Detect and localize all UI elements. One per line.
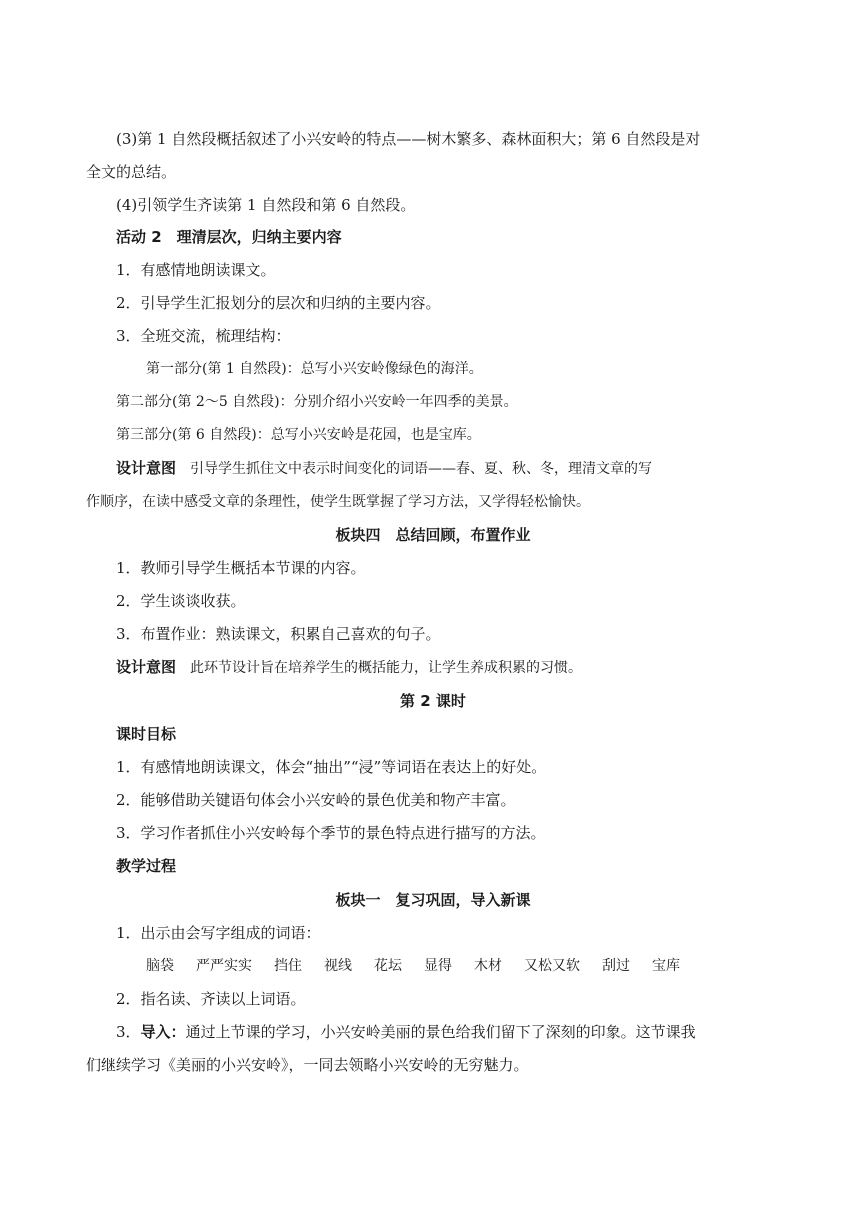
lesson-goal-2: 2．能够借助关键语句体会小兴安岭的景色优美和物产丰富。 <box>116 791 516 809</box>
lesson-goal-3: 3．学习作者抓住小兴安岭每个季节的景色特点进行描写的方法。 <box>116 824 546 842</box>
word-item: 宝库 <box>652 958 680 974</box>
lesson-goal-1: 1．有感情地朗读课文，体会“抽出”“浸”等词语在表达上的好处。 <box>116 758 547 776</box>
word-item: 脑袋 <box>146 958 174 974</box>
activity-2-item-1: 1．有感情地朗读课文。 <box>116 261 276 279</box>
block-1-item-1: 1．出示由会写字组成的词语： <box>116 924 321 942</box>
word-item: 又松又软 <box>524 958 580 974</box>
teaching-process-heading: 教学过程 <box>116 857 177 875</box>
block-4-item-2: 2．学生谈谈收获。 <box>116 592 246 610</box>
block-1-item-2: 2．指名读、齐读以上词语。 <box>116 990 306 1008</box>
block-4-item-1: 1．教师引导学生概括本节课的内容。 <box>116 559 366 577</box>
activity-2-item-2: 2．引导学生汇报划分的层次和归纳的主要内容。 <box>116 294 441 312</box>
design-intent-1-line-2: 作顺序，在读中感受文章的条理性，使学生既掌握了学习方法，又学得轻松愉快。 <box>86 494 590 510</box>
block-1-title: 板块一 复习巩固，导入新课 <box>335 891 531 909</box>
lesson-goals-heading: 课时目标 <box>116 725 177 743</box>
design-intent-text: 引导学生抓住文中表示时间变化的词语——春、夏、秋、冬，理清文章的写 <box>190 461 653 477</box>
structure-part-3: 第三部分(第 6 自然段)：总写小兴安岭是花园，也是宝库。 <box>116 427 481 443</box>
word-item: 挡住 <box>274 958 302 974</box>
activity-2-heading: 活动 2 理清层次，归纳主要内容 <box>116 228 342 246</box>
block-1-item-3-line-1 <box>86 1021 780 1043</box>
word-list <box>86 955 780 977</box>
paragraph-3-line-1: (3)第 1 自然段概括叙述了小兴安岭的特点——树木繁多、森林面积大；第 6 自然段是对 <box>116 130 701 148</box>
lesson-2-title: 第 2 课时 <box>400 692 466 710</box>
block-1-item-3-line-2: 们继续学习《美丽的小兴安岭》，一同去领略小兴安岭的无穷魅力。 <box>86 1056 529 1074</box>
item-number: 3． <box>116 1023 141 1041</box>
word-item: 花坛 <box>374 958 402 974</box>
block-4-item-3: 3．布置作业：熟读课文，积累自己喜欢的句子。 <box>116 625 441 643</box>
activity-2-item-3: 3．全班交流，梳理结构： <box>116 327 291 345</box>
paragraph-4: (4)引领学生齐读第 1 自然段和第 6 自然段。 <box>116 196 416 214</box>
intro-text: 通过上节课的学习，小兴安岭美丽的景色给我们留下了深刻的印象。这节课我 <box>185 1023 696 1041</box>
structure-part-1: 第一部分(第 1 自然段)：总写小兴安岭像绿色的海洋。 <box>146 361 483 377</box>
word-item: 木材 <box>474 958 502 974</box>
word-item: 显得 <box>424 958 452 974</box>
design-intent-1-line-1 <box>86 457 780 480</box>
intro-label: 导入： <box>140 1023 186 1041</box>
paragraph-3-line-2: 全文的总结。 <box>86 163 177 181</box>
design-intent-text: 此环节设计旨在培养学生的概括能力，让学生养成积累的习惯。 <box>190 660 583 676</box>
design-intent-2 <box>86 656 780 679</box>
document-page <box>86 128 780 1076</box>
design-intent-label: 设计意图 <box>116 658 177 676</box>
design-intent-label: 设计意图 <box>116 459 177 477</box>
word-item: 视线 <box>324 958 352 974</box>
structure-part-2: 第二部分(第 2～5 自然段)：分别介绍小兴安岭一年四季的美景。 <box>116 394 518 410</box>
word-item: 刮过 <box>602 958 630 974</box>
block-4-title: 板块四 总结回顾，布置作业 <box>335 526 531 544</box>
word-item: 严严实实 <box>196 958 252 974</box>
